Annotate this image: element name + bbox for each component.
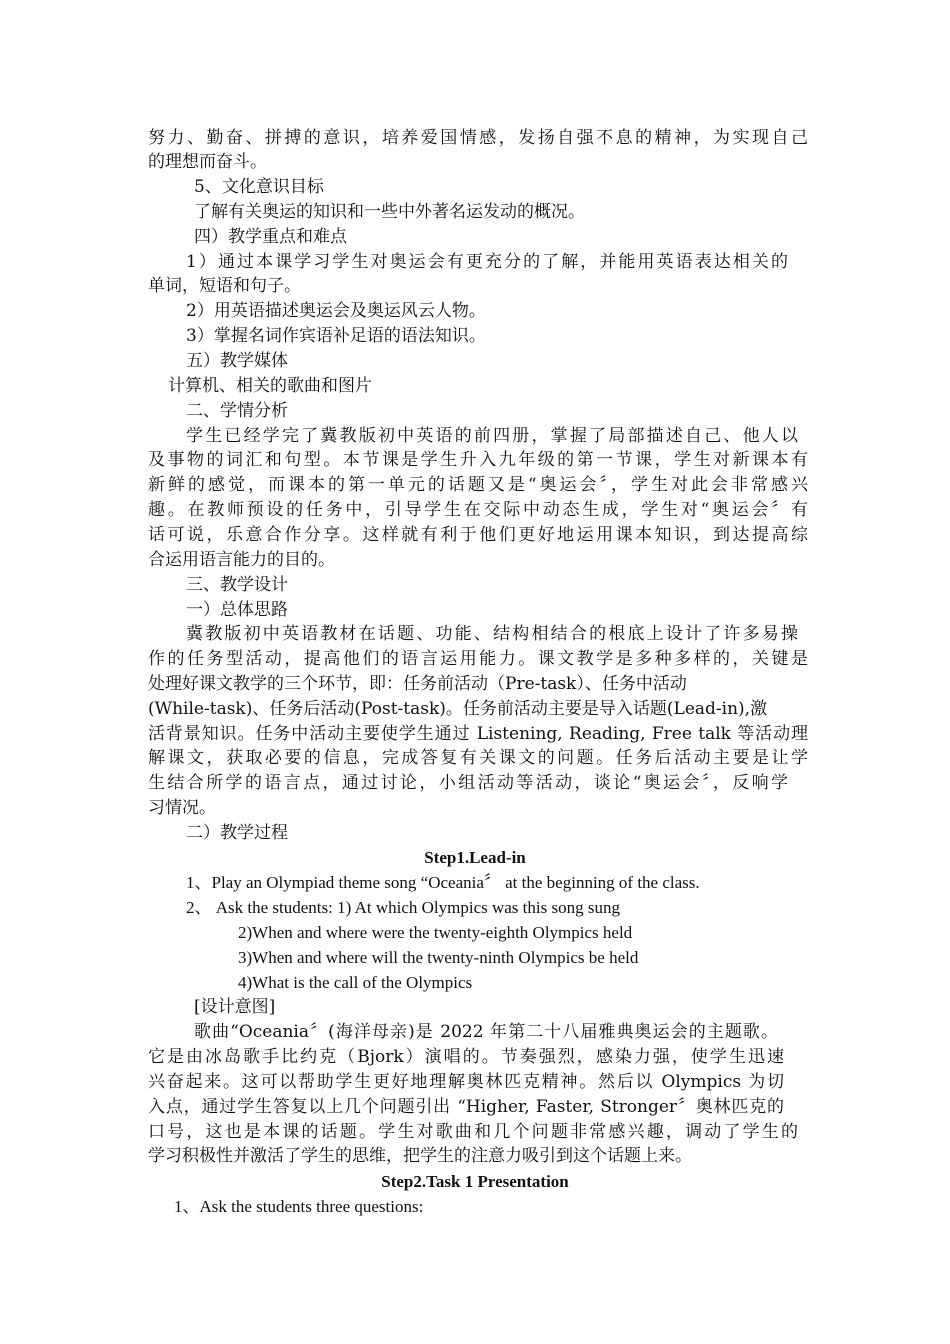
paragraph-line: 努力、勤奋、拼搏的意识，培养爱国情感，发扬自强不息的精神，为实现自己 [148,128,808,148]
paragraph-line: 趣。在教师预设的任务中，引导学生在交际中动态生成，学生对“奥运会〞有 [148,500,808,520]
paragraph-line: 学习积极性并激活了学生的思维，把学生的注意力吸引到这个话题上来。 [148,1146,692,1166]
section-heading: 5、文化意识目标 [194,177,324,197]
paragraph-line: 冀教版初中英语教材在话题、功能、结构相结合的根底上设计了许多易操 [186,624,798,644]
list-item: 1、Ask the students three questions: [174,1197,424,1216]
paragraph-line: 单词，短语和句子。 [148,276,301,296]
paragraph-line: 活背景知识。任务中活动主要使学生通过 Listening, Reading, Free talk 等活动理 [148,724,808,744]
paragraph-line: 话可说，乐意合作分享。这样就有利于他们更好地运用课本知识，到达提高综 [148,525,808,545]
paragraph-line: 解课文，获取必要的信息，完成答复有关课文的问题。任务后活动主要是让学 [148,748,808,768]
paragraph-line: 新鲜的感觉，而课本的第一单元的话题又是“奥运会〞，学生对此会非常感兴 [148,475,808,495]
paragraph-line: 了解有关奥运的知识和一些中外著名运发动的概况。 [194,202,585,222]
paragraph-line: 歌曲“Oceania〞(海洋母亲)是 2022 年第二十八届雅典奥运会的主题歌。 [194,1022,778,1042]
paragraph-line: 兴奋起来。这可以帮助学生更好地理解奥林匹克精神。然后以 Olympics 为切 [148,1072,784,1092]
paragraph-line: 计算机、相关的歌曲和图片 [168,376,372,396]
paragraph-line: 作的任务型活动，提高他们的语言运用能力。课文教学是多种多样的，关键是 [148,649,808,669]
list-item: 2、 Ask the students: 1) At which Olympics was this song sung [186,898,620,917]
list-item: 3）掌握名词作宾语补足语的语法知识。 [186,326,486,346]
paragraph-line: 学生已经学完了冀教版初中英语的前四册，掌握了局部描述自己、他人以 [186,426,798,446]
list-item: 1、Play an Olympiad theme song “Oceania〞 at the beginning of the class. [186,873,700,892]
section-heading: 二）教学过程 [186,823,288,843]
section-heading: 五）教学媒体 [186,351,288,371]
paragraph-line: 生结合所学的语言点，通过讨论，小组活动等活动，谈论“奥运会〞，反响学 [148,773,788,793]
paragraph-line: 口号，这也是本课的话题。学生对歌曲和几个问题非常感兴趣，调动了学生的 [148,1122,798,1142]
step-heading: Step2.Task 1 Presentation [381,1172,569,1191]
paragraph-line: 及事物的词汇和句型。本节课是学生升入九年级的第一节课，学生对新课本有 [148,450,808,470]
list-item: 4)What is the call of the Olympics [238,973,473,992]
list-item: 1）通过本课学习学生对奥运会有更充分的了解，并能用英语表达相关的 [186,252,788,272]
list-item: 3)When and where will the twenty-ninth Olympics be held [238,948,639,967]
paragraph-line: (While-task)、任务后活动(Post-task)。任务前活动主要是导入话题(Lead-in),激 [148,699,768,719]
paragraph-line: 习情况。 [148,798,216,818]
list-item: 2）用英语描述奥运会及奥运风云人物。 [186,301,486,321]
paragraph-line: 处理好课文教学的三个环节，即：任务前活动（Pre-task）、任务中活动 [148,674,687,694]
list-item: 2)When and where were the twenty-eighth Olympics held [238,923,633,942]
section-heading: 一）总体思路 [186,600,288,620]
design-intent-label: [设计意图] [194,997,276,1017]
step-heading: Step1.Lead-in [424,848,526,867]
paragraph-line: 合运用语言能力的目的。 [148,550,335,570]
section-heading: 四）教学重点和难点 [194,227,347,247]
paragraph-line: 入点，通过学生答复以上几个问题引出 “Higher, Faster, Stronger〞奥林匹克的 [148,1097,784,1117]
section-heading: 三、教学设计 [186,575,288,595]
paragraph-line: 它是由冰岛歌手比约克（Bjork）演唱的。节奏强烈，感染力强，使学生迅速 [148,1047,784,1067]
section-heading: 二、学情分析 [186,401,288,421]
paragraph-line: 的理想而奋斗。 [148,152,267,172]
